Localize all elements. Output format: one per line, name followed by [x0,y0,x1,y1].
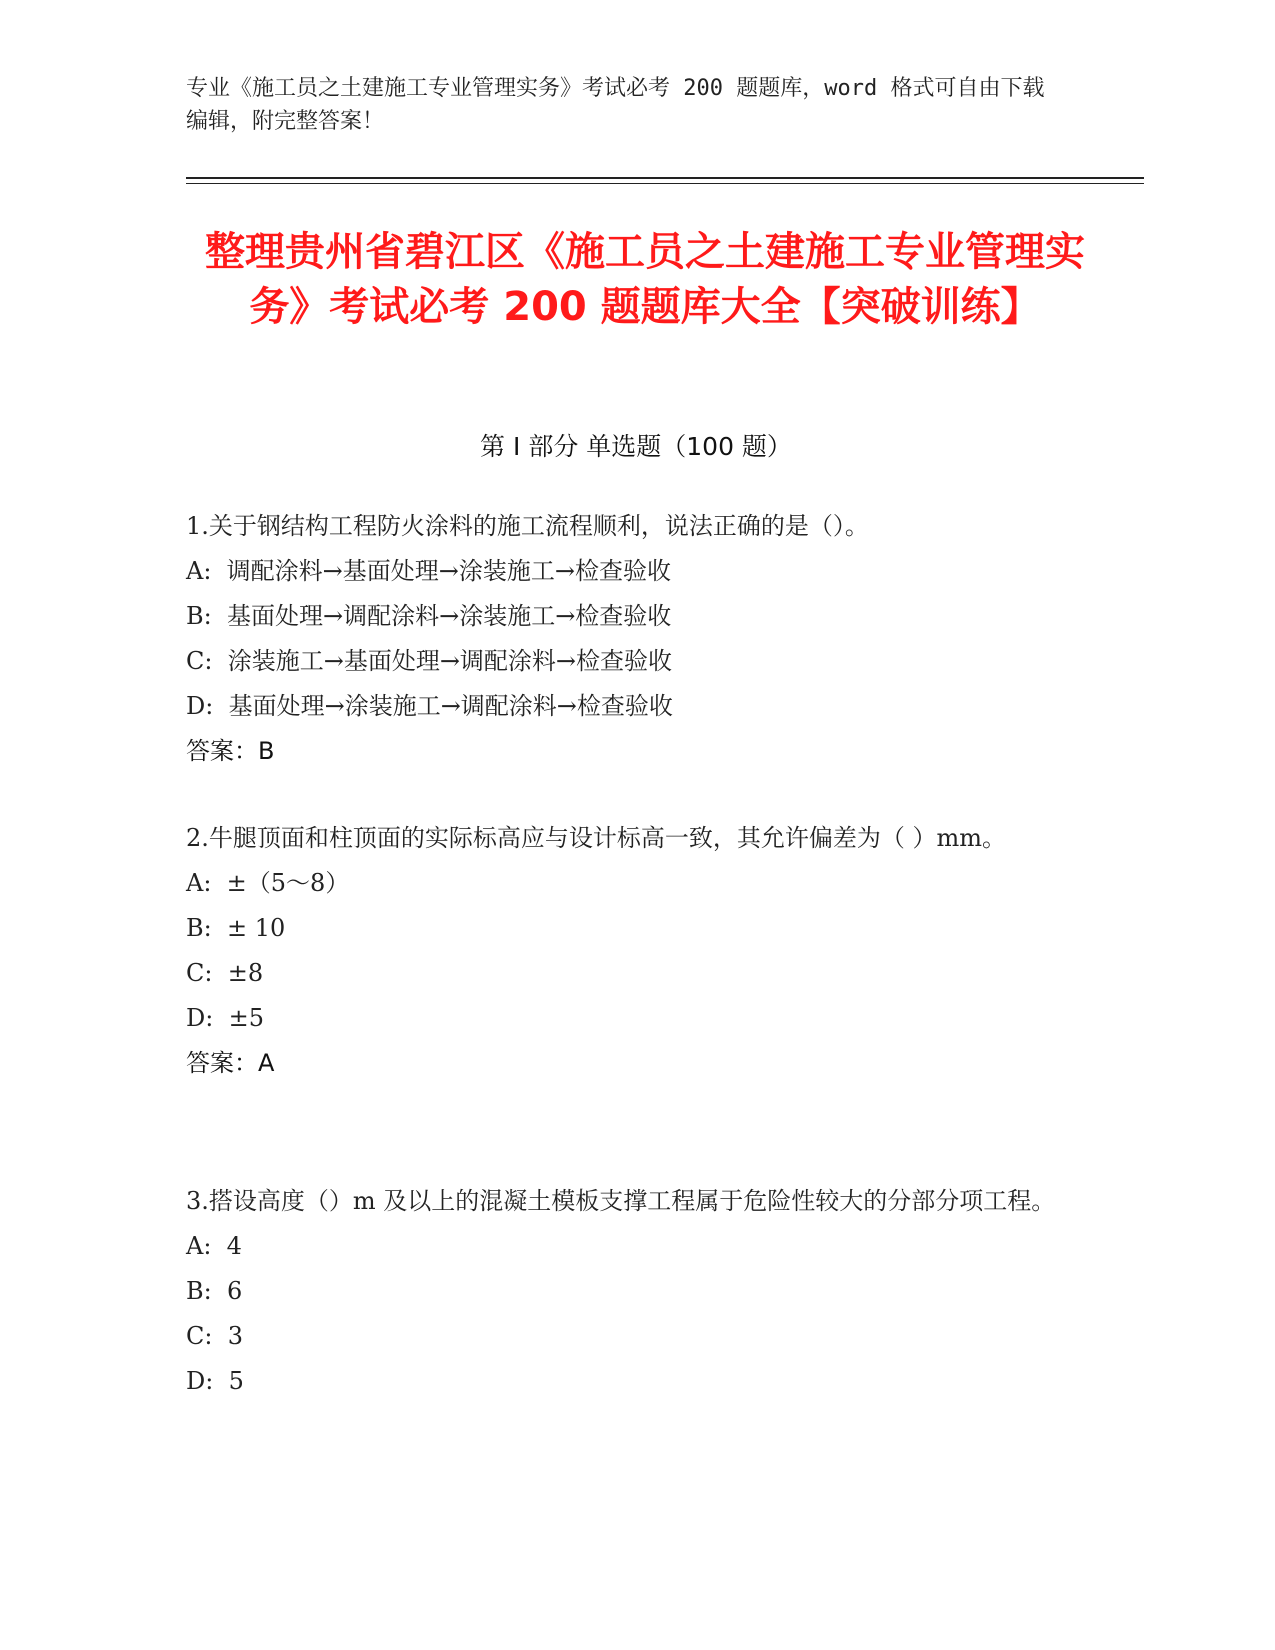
question-stem: 2.牛腿顶面和柱顶面的实际标高应与设计标高一致，其允许偏差为（ ）mm。 [186,824,1007,852]
option-c: C: 3 [186,1322,243,1350]
option-a: A: 调配涂料→基面处理→涂装施工→检查验收 [186,557,672,585]
document-header: 专业《施工员之土建施工专业管理实务》考试必考 200 题题库，word 格式可自由下载编辑，附完整答案！ [186,76,1045,134]
option-d: D: 5 [186,1367,244,1395]
answer: 答案：B [186,737,275,765]
question-stem: 1.关于钢结构工程防火涂料的施工流程顺利，说法正确的是（）。 [186,512,869,540]
question-2 [186,815,1086,1086]
header-divider-thick [186,177,1144,179]
answer: 答案：A [186,1049,275,1077]
option-a: A: ±（5～8） [186,869,350,897]
option-b: B: 基面处理→调配涂料→涂装施工→检查验收 [186,602,672,630]
question-3 [186,1178,1086,1404]
section-heading: 第 I 部分 单选题（100 题） [480,432,792,461]
option-b: B: ± 10 [186,914,286,942]
option-c: C: 涂装施工→基面处理→调配涂料→检查验收 [186,647,673,675]
option-a: A: 4 [186,1232,242,1260]
option-b: B: 6 [186,1277,243,1305]
option-c: C: ±8 [186,959,264,987]
question-1 [186,503,1086,774]
document-title: 整理贵州省碧江区《施工员之土建施工专业管理实务》考试必考 200 题题库大全【突破训练】 [205,229,1085,330]
header-divider-thin [186,183,1144,184]
question-stem: 3.搭设高度（）m 及以上的混凝土模板支撑工程属于危险性较大的分部分项工程。 [186,1187,1056,1215]
option-d: D: 基面处理→涂装施工→调配涂料→检查验收 [186,692,673,720]
option-d: D: ±5 [186,1004,264,1032]
